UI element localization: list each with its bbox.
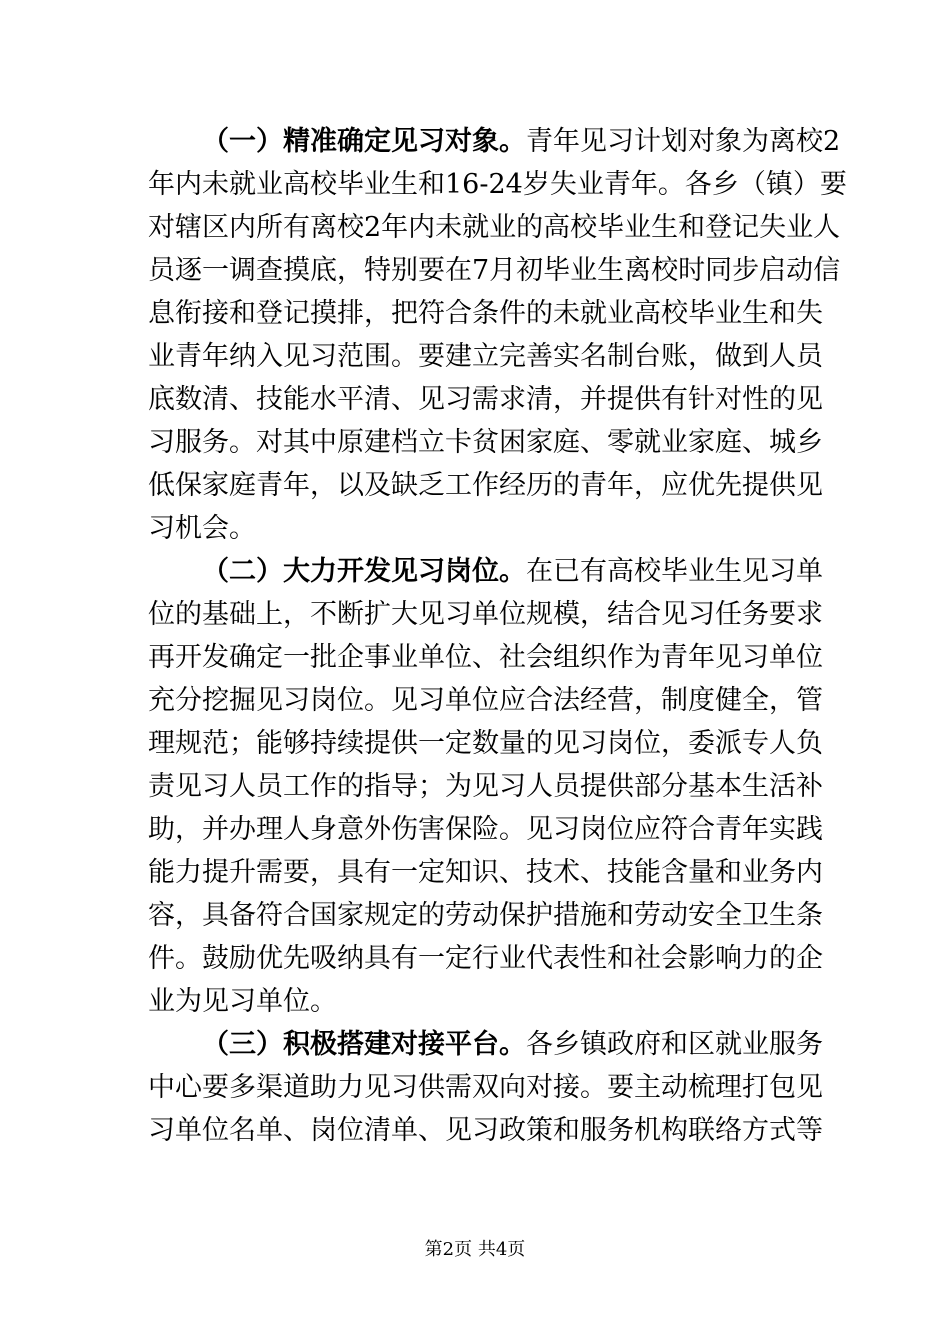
paragraph-line xyxy=(202,552,823,592)
paragraph-text: 各乡镇政府和区就业服务 xyxy=(526,1029,823,1060)
paragraph-line: 习机会。 xyxy=(148,513,256,544)
paragraph-line: 低保家庭青年，以及缺乏工作经历的青年，应优先提供见 xyxy=(148,470,823,501)
paragraph-text: 在已有高校毕业生见习单 xyxy=(526,556,823,587)
paragraph-line: 底数清、技能水平清、见习需求清，并提供有针对性的见 xyxy=(148,384,823,415)
paragraph-line: 员逐一调查摸底，特别要在7月初毕业生离校时同步启动信 xyxy=(148,255,841,286)
section-heading: （一）精准确定见习对象。 xyxy=(202,126,526,157)
paragraph-line xyxy=(202,1025,823,1065)
paragraph-line: 理规范；能够持续提供一定数量的见习岗位，委派专人负 xyxy=(148,728,823,759)
paragraph-line: 再开发确定一批企事业单位、社会组织作为青年见习单位 xyxy=(148,642,823,673)
page-number-footer: 第2页 共4页 xyxy=(424,1239,526,1260)
paragraph-line: 位的基础上，不断扩大见习单位规模，结合见习任务要求 xyxy=(148,599,823,630)
section-heading: （三）积极搭建对接平台。 xyxy=(202,1029,526,1060)
paragraph-line: 业青年纳入见习范围。要建立完善实名制台账，做到人员 xyxy=(148,341,823,372)
paragraph-line xyxy=(202,122,841,162)
section-heading: （二）大力开发见习岗位。 xyxy=(202,556,526,587)
paragraph-line: 年内未就业高校毕业生和16-24岁失业青年。各乡（镇）要 xyxy=(148,169,847,200)
paragraph-line: 助，并办理人身意外伤害保险。见习岗位应符合青年实践 xyxy=(148,814,823,845)
paragraph-line: 责见习人员工作的指导；为见习人员提供部分基本生活补 xyxy=(148,771,823,802)
paragraph-line: 习单位名单、岗位清单、见习政策和服务机构联络方式等 xyxy=(148,1115,823,1146)
paragraph-line: 能力提升需要，具有一定知识、技术、技能含量和业务内 xyxy=(148,857,823,888)
paragraph-line: 息衔接和登记摸排，把符合条件的未就业高校毕业生和失 xyxy=(148,298,823,329)
paragraph-line: 件。鼓励优先吸纳具有一定行业代表性和社会影响力的企 xyxy=(148,943,823,974)
paragraph-line: 习服务。对其中原建档立卡贫困家庭、零就业家庭、城乡 xyxy=(148,427,823,458)
paragraph-text: 青年见习计划对象为离校2 xyxy=(526,126,841,157)
paragraph-line: 中心要多渠道助力见习供需双向对接。要主动梳理打包见 xyxy=(148,1072,823,1103)
paragraph-line: 对辖区内所有离校2年内未就业的高校毕业生和登记失业人 xyxy=(148,212,841,243)
paragraph-line: 充分挖掘见习岗位。见习单位应合法经营，制度健全，管 xyxy=(148,685,823,716)
paragraph-line: 容，具备符合国家规定的劳动保护措施和劳动安全卫生条 xyxy=(148,900,823,931)
paragraph-line: 业为见习单位。 xyxy=(148,986,337,1017)
